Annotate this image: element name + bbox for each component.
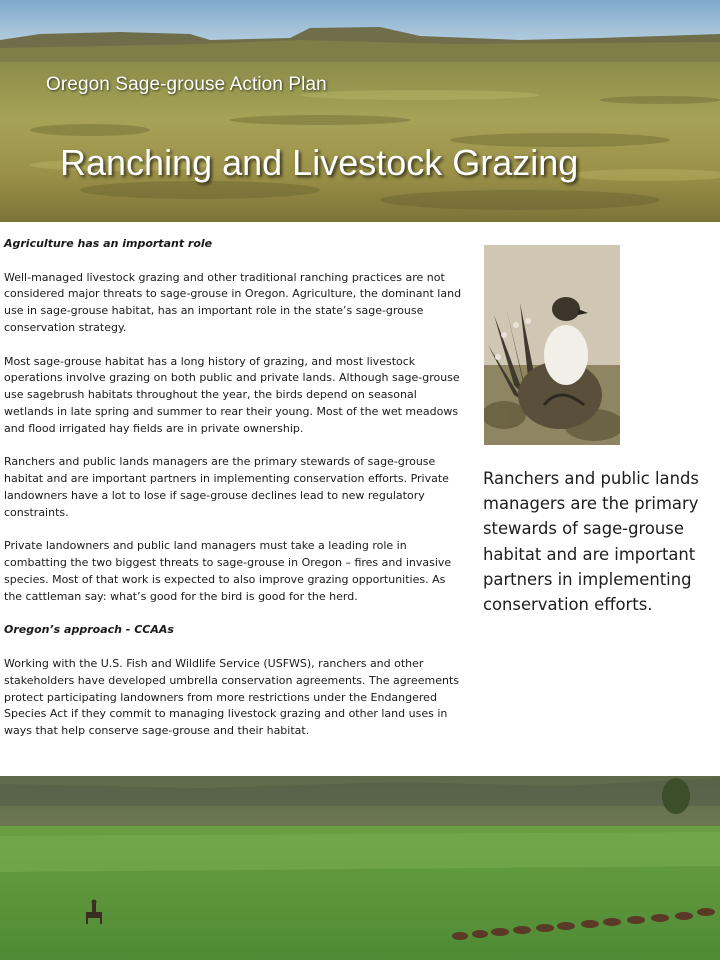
page-title: Ranching and Livestock Grazing [60, 142, 579, 183]
paragraph: Most sage-grouse habitat has a long history of grazing, and most livestock operations involve grazing on both public and private lands. Although sage-grouse use sagebrush habitats throughout the year, the birds depend on seasonal wetlands in late spring and summer to rear their young. Most of the wet meadows and flood irrigated hay fields are in private ownership. [4, 354, 460, 435]
sage-grouse-icon [484, 245, 620, 445]
tree-icon [662, 778, 690, 814]
article-body [4, 236, 466, 757]
sagebrush-landscape-photo [0, 0, 720, 222]
section-heading: Oregon’s approach - CCAAs [4, 623, 174, 637]
plan-supertitle: Oregon Sage-grouse Action Plan [46, 74, 327, 95]
paragraph: Ranchers and public lands managers are the primary stewards of sage-grouse habitat and are important partners in implementing conservation efforts. Private landowners have a lot to lose if sage-grouse declines lead to new regulatory constraints. [4, 455, 449, 519]
footer-banner [0, 776, 720, 960]
header-banner [0, 0, 720, 222]
pull-quote: Ranchers and public lands managers are the primary stewards of sage-grouse habitat and are important partners in implementing conservation efforts. [483, 469, 699, 615]
meadow-cattle-photo [0, 776, 720, 960]
paragraph: Well-managed livestock grazing and other traditional ranching practices are not considered major threats to sage-grouse in Oregon. Agriculture, the dominant land use in sage-grouse habitat, has an important role in the state’s sage-grouse conservation strategy. [4, 270, 462, 334]
section-heading: Agriculture has an important role [4, 237, 213, 250]
paragraph: Working with the U.S. Fish and Wildlife Service (USFWS), ranchers and other stakeholders have developed umbrella conservation agreements. The agreements protect participating landowners from more restrictions under the Endangered Species Act if they commit to managing livestock grazing and other land uses in ways that help conserve sage-grouse and their habitat. [4, 656, 459, 738]
paragraph: Private landowners and public land managers must take a leading role in combatting the two biggest threats to sage-grouse in Oregon – fires and invasive species. Most of that work is expected to also improve grazing opportunities. As the cattleman say: what’s good for the bird is good for the herd. [4, 539, 452, 603]
sage-grouse-photo [484, 245, 620, 445]
